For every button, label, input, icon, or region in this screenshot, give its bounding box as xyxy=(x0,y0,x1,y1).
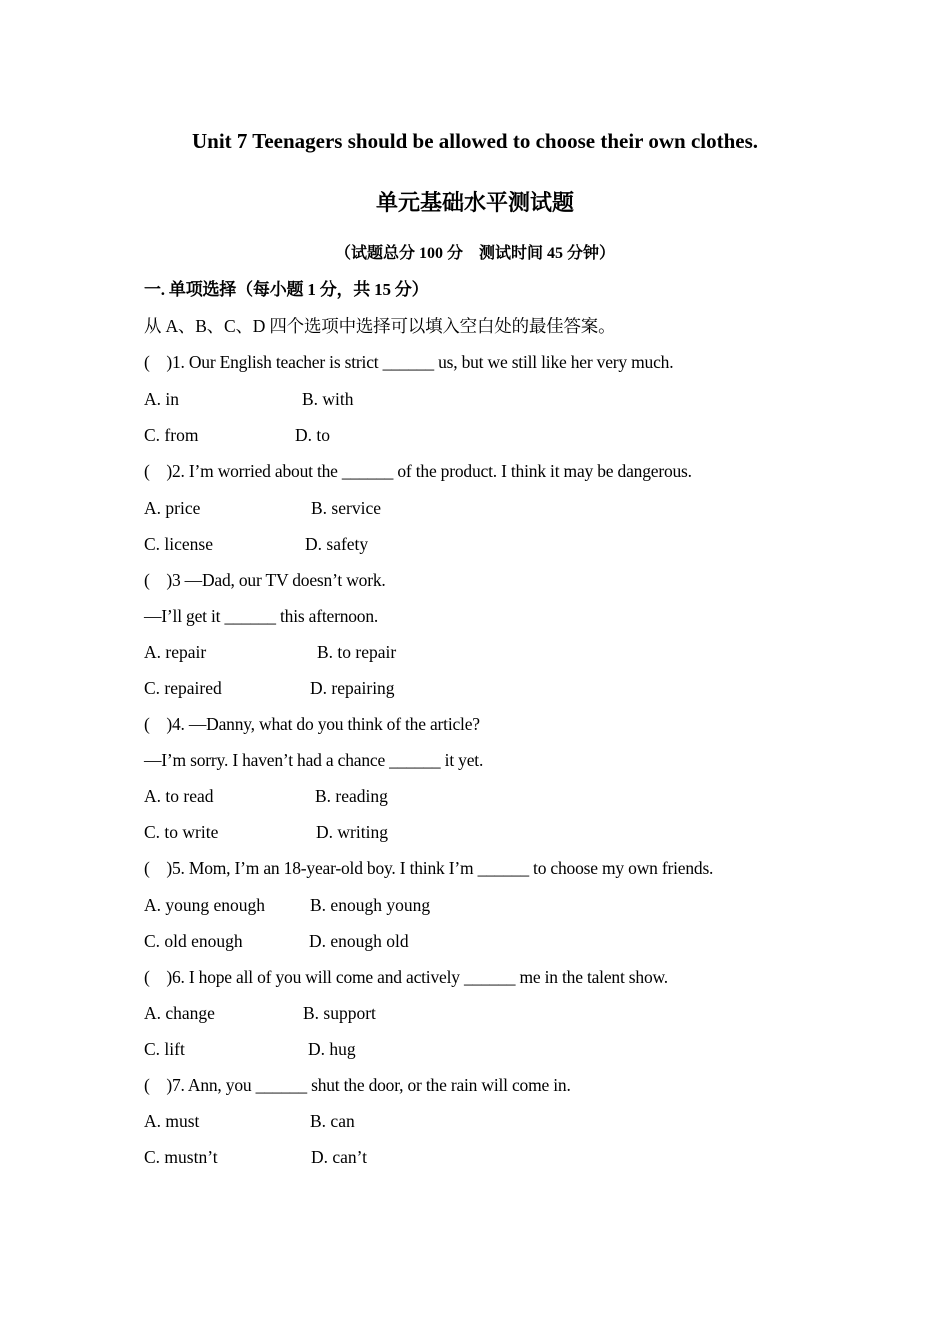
question-7-option-b: B. can xyxy=(310,1111,355,1131)
question-3-stem-line-2: —I’ll get it ______ this afternoon. xyxy=(144,606,379,626)
question-3-option-d: D. repairing xyxy=(310,678,395,698)
question-4-option-d: D. writing xyxy=(316,822,388,842)
question-5-stem: ( )5. Mom, I’m an 18-year-old boy. I think I’m ______ to choose my own friends. xyxy=(144,858,714,878)
question-4-stem: ( )4. —Danny, what do you think of the article? xyxy=(144,714,480,734)
question-2-stem: ( )2. I’m worried about the ______ of the product. I think it may be dangerous. xyxy=(144,461,692,481)
question-1-option-d: D. to xyxy=(295,425,330,445)
question-1-option-b: B. with xyxy=(302,389,354,409)
question-1-option-c: C. from xyxy=(144,425,199,445)
question-7-option-c: C. mustn’t xyxy=(144,1147,218,1167)
question-7-option-a: A. must xyxy=(144,1111,200,1131)
question-7-option-d: D. can’t xyxy=(311,1147,368,1167)
page-subtitle: 单元基础水平测试题 xyxy=(375,191,574,216)
question-4-stem-line-2: —I’m sorry. I haven’t had a chance ______ it yet. xyxy=(144,750,484,770)
section-instruction: 从 A、B、C、D 四个选项中选择可以填入空白处的最佳答案。 xyxy=(144,316,616,336)
question-5-option-d: D. enough old xyxy=(309,931,409,951)
question-3-option-b: B. to repair xyxy=(317,642,397,662)
question-2-option-c: C. license xyxy=(144,534,214,554)
test-info-note: （试题总分 100 分 测试时间 45 分钟） xyxy=(334,245,615,262)
question-6-option-b: B. support xyxy=(303,1003,376,1023)
section-heading: 一. 单项选择（每小题 1 分，共 15 分） xyxy=(144,280,429,299)
question-2-option-d: D. safety xyxy=(305,534,369,554)
question-6-option-c: C. lift xyxy=(144,1039,185,1059)
question-3-option-c: C. repaired xyxy=(144,678,222,698)
question-5-option-b: B. enough young xyxy=(310,895,431,915)
question-5-option-c: C. old enough xyxy=(144,931,243,951)
question-1-option-a: A. in xyxy=(144,389,179,409)
question-1-stem: ( )1. Our English teacher is strict ______ us, but we still like her very much. xyxy=(144,352,674,372)
question-4-option-c: C. to write xyxy=(144,822,219,842)
question-3-stem: ( )3 —Dad, our TV doesn’t work. xyxy=(144,570,386,590)
question-3-option-a: A. repair xyxy=(144,642,207,662)
question-6-option-d: D. hug xyxy=(308,1039,356,1059)
question-5-option-a: A. young enough xyxy=(144,895,266,915)
question-6-stem: ( )6. I hope all of you will come and actively ______ me in the talent show. xyxy=(144,967,668,987)
question-4-option-a: A. to read xyxy=(144,786,214,806)
question-2-option-a: A. price xyxy=(144,498,201,518)
question-7-stem: ( )7. Ann, you ______ shut the door, or the rain will come in. xyxy=(144,1075,571,1095)
question-4-option-b: B. reading xyxy=(315,786,388,806)
page-title: Unit 7 Teenagers should be allowed to choose their own clothes. xyxy=(191,129,759,153)
question-2-option-b: B. service xyxy=(311,498,381,518)
question-6-option-a: A. change xyxy=(144,1003,215,1023)
